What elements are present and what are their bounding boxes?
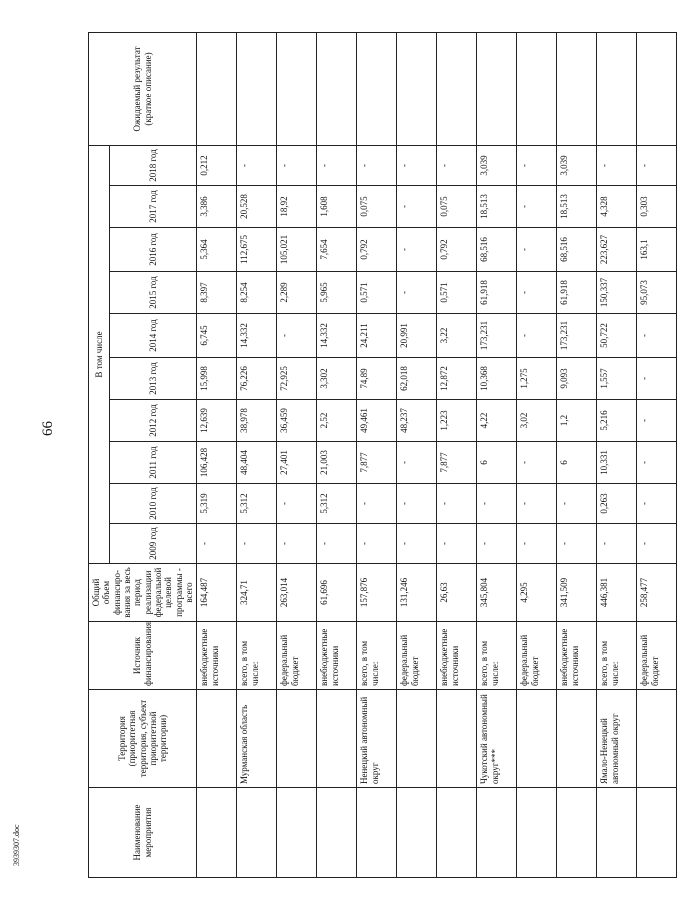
total-cell: 258,477 bbox=[637, 564, 677, 622]
year-value-cell: 0,303 bbox=[637, 186, 677, 228]
territory-cell: Мурманская область bbox=[237, 690, 277, 788]
source-cell: федеральный бюджет bbox=[637, 622, 677, 690]
source-cell: внебюджетные источники bbox=[317, 622, 357, 690]
year-value-cell: 0,571 bbox=[357, 272, 397, 314]
measure-cell bbox=[637, 788, 677, 878]
year-value-cell: - bbox=[357, 145, 397, 185]
year-value-cell: 5,364 bbox=[197, 228, 237, 272]
year-value-cell: - bbox=[637, 358, 677, 400]
year-value-cell: - bbox=[437, 524, 477, 564]
source-cell: внебюджетные источники bbox=[437, 622, 477, 690]
year-value-cell: - bbox=[477, 524, 517, 564]
year-value-cell: - bbox=[397, 145, 437, 185]
year-value-cell: - bbox=[317, 145, 357, 185]
year-value-cell: 173,231 bbox=[477, 314, 517, 358]
header-year: 2018 год bbox=[110, 145, 197, 185]
year-value-cell: - bbox=[397, 228, 437, 272]
header-year: 2014 год bbox=[110, 314, 197, 358]
year-value-cell: 61,918 bbox=[477, 272, 517, 314]
year-value-cell: 10,331 bbox=[597, 442, 637, 484]
year-value-cell: 173,231 bbox=[557, 314, 597, 358]
total-cell: 324,71 bbox=[237, 564, 277, 622]
year-value-cell: 49,461 bbox=[357, 400, 397, 442]
result-cell bbox=[197, 32, 237, 145]
total-cell: 263,014 bbox=[277, 564, 317, 622]
header-year: 2017 год bbox=[110, 186, 197, 228]
year-value-cell: 50,722 bbox=[597, 314, 637, 358]
year-value-cell: - bbox=[477, 484, 517, 524]
year-value-cell: 20,991 bbox=[397, 314, 437, 358]
year-value-cell: - bbox=[637, 524, 677, 564]
year-value-cell: 24,211 bbox=[357, 314, 397, 358]
year-value-cell: 12,872 bbox=[437, 358, 477, 400]
year-value-cell: 0,075 bbox=[357, 186, 397, 228]
year-value-cell: 5,965 bbox=[317, 272, 357, 314]
territory-cell bbox=[397, 690, 437, 788]
year-value-cell: - bbox=[237, 524, 277, 564]
table-row bbox=[237, 32, 277, 877]
source-cell: федеральный бюджет bbox=[517, 622, 557, 690]
result-cell bbox=[437, 32, 477, 145]
measure-cell bbox=[517, 788, 557, 878]
total-cell: 341,509 bbox=[557, 564, 597, 622]
table-row bbox=[317, 32, 357, 877]
year-value-cell: - bbox=[517, 484, 557, 524]
territory-cell bbox=[277, 690, 317, 788]
table-row bbox=[477, 32, 517, 877]
measure-cell bbox=[357, 788, 397, 878]
result-cell bbox=[517, 32, 557, 145]
source-cell: всего, в том числе: bbox=[597, 622, 637, 690]
year-value-cell: - bbox=[277, 314, 317, 358]
year-value-cell: 7,877 bbox=[357, 442, 397, 484]
result-cell bbox=[477, 32, 517, 145]
year-value-cell: - bbox=[357, 524, 397, 564]
header-year: 2016 год bbox=[110, 228, 197, 272]
year-value-cell: 3,302 bbox=[317, 358, 357, 400]
total-cell: 157,876 bbox=[357, 564, 397, 622]
year-value-cell: 3,02 bbox=[517, 400, 557, 442]
year-value-cell: 14,332 bbox=[317, 314, 357, 358]
total-cell: 345,804 bbox=[477, 564, 517, 622]
measure-cell bbox=[557, 788, 597, 878]
result-cell bbox=[597, 32, 637, 145]
year-value-cell: 9,093 bbox=[557, 358, 597, 400]
year-value-cell: 48,237 bbox=[397, 400, 437, 442]
year-value-cell: - bbox=[197, 524, 237, 564]
year-value-cell: 0,075 bbox=[437, 186, 477, 228]
year-value-cell: - bbox=[557, 524, 597, 564]
year-value-cell: 8,254 bbox=[237, 272, 277, 314]
year-value-cell: 1,223 bbox=[437, 400, 477, 442]
year-value-cell: 15,998 bbox=[197, 358, 237, 400]
year-value-cell: 6 bbox=[557, 442, 597, 484]
year-value-cell: - bbox=[637, 400, 677, 442]
year-value-cell: 12,639 bbox=[197, 400, 237, 442]
year-value-cell: 0,792 bbox=[357, 228, 397, 272]
year-value-cell: 62,018 bbox=[397, 358, 437, 400]
year-value-cell: 3,386 bbox=[197, 186, 237, 228]
measure-cell bbox=[317, 788, 357, 878]
measure-cell bbox=[277, 788, 317, 878]
result-cell bbox=[557, 32, 597, 145]
year-value-cell: 5,216 bbox=[597, 400, 637, 442]
header-result: Ожидаемый результат (краткое описание) bbox=[89, 32, 197, 145]
year-value-cell: 18,513 bbox=[477, 186, 517, 228]
territory-cell bbox=[197, 690, 237, 788]
year-value-cell: - bbox=[517, 228, 557, 272]
rotated-table-block bbox=[88, 33, 660, 878]
measure-cell bbox=[237, 788, 277, 878]
year-value-cell: 5,312 bbox=[237, 484, 277, 524]
total-cell: 446,381 bbox=[597, 564, 637, 622]
year-value-cell: 1,608 bbox=[317, 186, 357, 228]
measure-cell bbox=[397, 788, 437, 878]
year-value-cell: 20,528 bbox=[237, 186, 277, 228]
year-value-cell: 68,516 bbox=[477, 228, 517, 272]
table-row bbox=[437, 32, 477, 877]
year-value-cell: 2,289 bbox=[277, 272, 317, 314]
year-value-cell: - bbox=[397, 524, 437, 564]
measure-cell bbox=[197, 788, 237, 878]
territory-cell: Ямало-Ненецкий автономный округ bbox=[597, 690, 637, 788]
year-value-cell: - bbox=[317, 524, 357, 564]
total-cell: 4,295 bbox=[517, 564, 557, 622]
year-value-cell: 27,401 bbox=[277, 442, 317, 484]
year-value-cell: - bbox=[597, 524, 637, 564]
year-value-cell: 61,918 bbox=[557, 272, 597, 314]
year-value-cell: 7,654 bbox=[317, 228, 357, 272]
header-year: 2013 год bbox=[110, 358, 197, 400]
year-value-cell: 106,428 bbox=[197, 442, 237, 484]
year-value-cell: 72,925 bbox=[277, 358, 317, 400]
year-value-cell: 48,404 bbox=[237, 442, 277, 484]
year-value-cell: - bbox=[517, 186, 557, 228]
source-cell: внебюджетные источники bbox=[197, 622, 237, 690]
header-territory: Территория (приоритетная территория, субъект приоритетной территории) bbox=[89, 690, 197, 788]
year-value-cell: - bbox=[597, 145, 637, 185]
year-value-cell: - bbox=[277, 524, 317, 564]
year-value-cell: - bbox=[637, 314, 677, 358]
year-value-cell: 1,557 bbox=[597, 358, 637, 400]
total-cell: 164,487 bbox=[197, 564, 237, 622]
year-value-cell: 14,332 bbox=[237, 314, 277, 358]
year-value-cell: - bbox=[517, 314, 557, 358]
year-value-cell: - bbox=[637, 145, 677, 185]
table-row bbox=[637, 32, 677, 877]
year-value-cell: 5,319 bbox=[197, 484, 237, 524]
source-cell: всего, в том числе: bbox=[237, 622, 277, 690]
year-value-cell: - bbox=[637, 484, 677, 524]
year-value-cell: - bbox=[397, 186, 437, 228]
year-value-cell: 38,978 bbox=[237, 400, 277, 442]
year-value-cell: - bbox=[517, 524, 557, 564]
year-value-cell: 1,275 bbox=[517, 358, 557, 400]
year-value-cell: 3,039 bbox=[557, 145, 597, 185]
year-value-cell: 0,263 bbox=[597, 484, 637, 524]
year-value-cell: - bbox=[557, 484, 597, 524]
year-value-cell: - bbox=[517, 442, 557, 484]
header-year: 2010 год bbox=[110, 484, 197, 524]
result-cell bbox=[637, 32, 677, 145]
year-value-cell: 68,516 bbox=[557, 228, 597, 272]
year-value-cell: 7,877 bbox=[437, 442, 477, 484]
header-year: 2009 год bbox=[110, 524, 197, 564]
table-row bbox=[197, 32, 237, 877]
source-cell: федеральный бюджет bbox=[397, 622, 437, 690]
year-value-cell: - bbox=[397, 272, 437, 314]
page-number: 66 bbox=[40, 421, 56, 436]
year-value-cell: 4,328 bbox=[597, 186, 637, 228]
year-value-cell: 112,675 bbox=[237, 228, 277, 272]
territory-cell bbox=[437, 690, 477, 788]
year-value-cell: 163,1 bbox=[637, 228, 677, 272]
result-cell bbox=[317, 32, 357, 145]
territory-cell: Чукотский автономный округ*** bbox=[477, 690, 517, 788]
year-value-cell: 0,571 bbox=[437, 272, 477, 314]
year-value-cell: 18,92 bbox=[277, 186, 317, 228]
year-value-cell: - bbox=[237, 145, 277, 185]
territory-cell bbox=[317, 690, 357, 788]
year-value-cell: - bbox=[277, 145, 317, 185]
year-value-cell: 3,22 bbox=[437, 314, 477, 358]
header-year: 2011 год bbox=[110, 442, 197, 484]
header-year: 2015 год bbox=[110, 272, 197, 314]
territory-cell bbox=[637, 690, 677, 788]
measure-cell bbox=[477, 788, 517, 878]
year-value-cell: - bbox=[437, 484, 477, 524]
year-value-cell: 1,2 bbox=[557, 400, 597, 442]
table-row bbox=[597, 32, 637, 877]
source-cell: внебюджетные источники bbox=[557, 622, 597, 690]
year-value-cell: - bbox=[397, 484, 437, 524]
territory-cell: Ненецкий автономный округ bbox=[357, 690, 397, 788]
footer-filename: 3939307.doc bbox=[12, 824, 21, 866]
year-value-cell: 21,003 bbox=[317, 442, 357, 484]
table-row bbox=[397, 32, 437, 877]
year-value-cell: - bbox=[637, 442, 677, 484]
result-cell bbox=[397, 32, 437, 145]
result-cell bbox=[357, 32, 397, 145]
header-measure: Наименование мероприятия bbox=[89, 788, 197, 878]
territory-cell bbox=[557, 690, 597, 788]
total-cell: 131,246 bbox=[397, 564, 437, 622]
source-cell: всего, в том числе: bbox=[477, 622, 517, 690]
year-value-cell: 5,312 bbox=[317, 484, 357, 524]
year-value-cell: - bbox=[397, 442, 437, 484]
year-value-cell: - bbox=[357, 484, 397, 524]
year-value-cell: 150,337 bbox=[597, 272, 637, 314]
territory-cell bbox=[517, 690, 557, 788]
table-body bbox=[197, 32, 677, 877]
source-cell: федеральный бюджет bbox=[277, 622, 317, 690]
year-value-cell: - bbox=[517, 272, 557, 314]
year-value-cell: 74,89 bbox=[357, 358, 397, 400]
source-cell: всего, в том числе: bbox=[357, 622, 397, 690]
year-value-cell: 0,212 bbox=[197, 145, 237, 185]
year-value-cell: 6,745 bbox=[197, 314, 237, 358]
header-year: 2012 год bbox=[110, 400, 197, 442]
result-cell bbox=[237, 32, 277, 145]
year-value-cell: 105,021 bbox=[277, 228, 317, 272]
year-value-cell: - bbox=[437, 145, 477, 185]
total-cell: 61,696 bbox=[317, 564, 357, 622]
table-row bbox=[277, 32, 317, 877]
year-value-cell: 95,073 bbox=[637, 272, 677, 314]
year-value-cell: 76,226 bbox=[237, 358, 277, 400]
header-total: Общий объем финансиро-вания за весь период реализации федеральной целевой программы - всего bbox=[89, 564, 197, 622]
measure-cell bbox=[437, 788, 477, 878]
year-value-cell: 223,627 bbox=[597, 228, 637, 272]
year-value-cell: - bbox=[277, 484, 317, 524]
year-value-cell: - bbox=[517, 145, 557, 185]
table-row bbox=[517, 32, 557, 877]
result-cell bbox=[277, 32, 317, 145]
year-value-cell: 6 bbox=[477, 442, 517, 484]
year-value-cell: 0,792 bbox=[437, 228, 477, 272]
header-source: Источник финансирования bbox=[89, 622, 197, 690]
total-cell: 26,63 bbox=[437, 564, 477, 622]
year-value-cell: 10,368 bbox=[477, 358, 517, 400]
financing-table bbox=[88, 32, 677, 878]
table-row bbox=[557, 32, 597, 877]
year-value-cell: 2,52 bbox=[317, 400, 357, 442]
header-including: В том числе bbox=[89, 145, 110, 563]
year-value-cell: 4,22 bbox=[477, 400, 517, 442]
year-value-cell: 36,459 bbox=[277, 400, 317, 442]
measure-cell bbox=[597, 788, 637, 878]
table-row bbox=[357, 32, 397, 877]
year-value-cell: 8,397 bbox=[197, 272, 237, 314]
year-value-cell: 3,039 bbox=[477, 145, 517, 185]
year-value-cell: 18,513 bbox=[557, 186, 597, 228]
